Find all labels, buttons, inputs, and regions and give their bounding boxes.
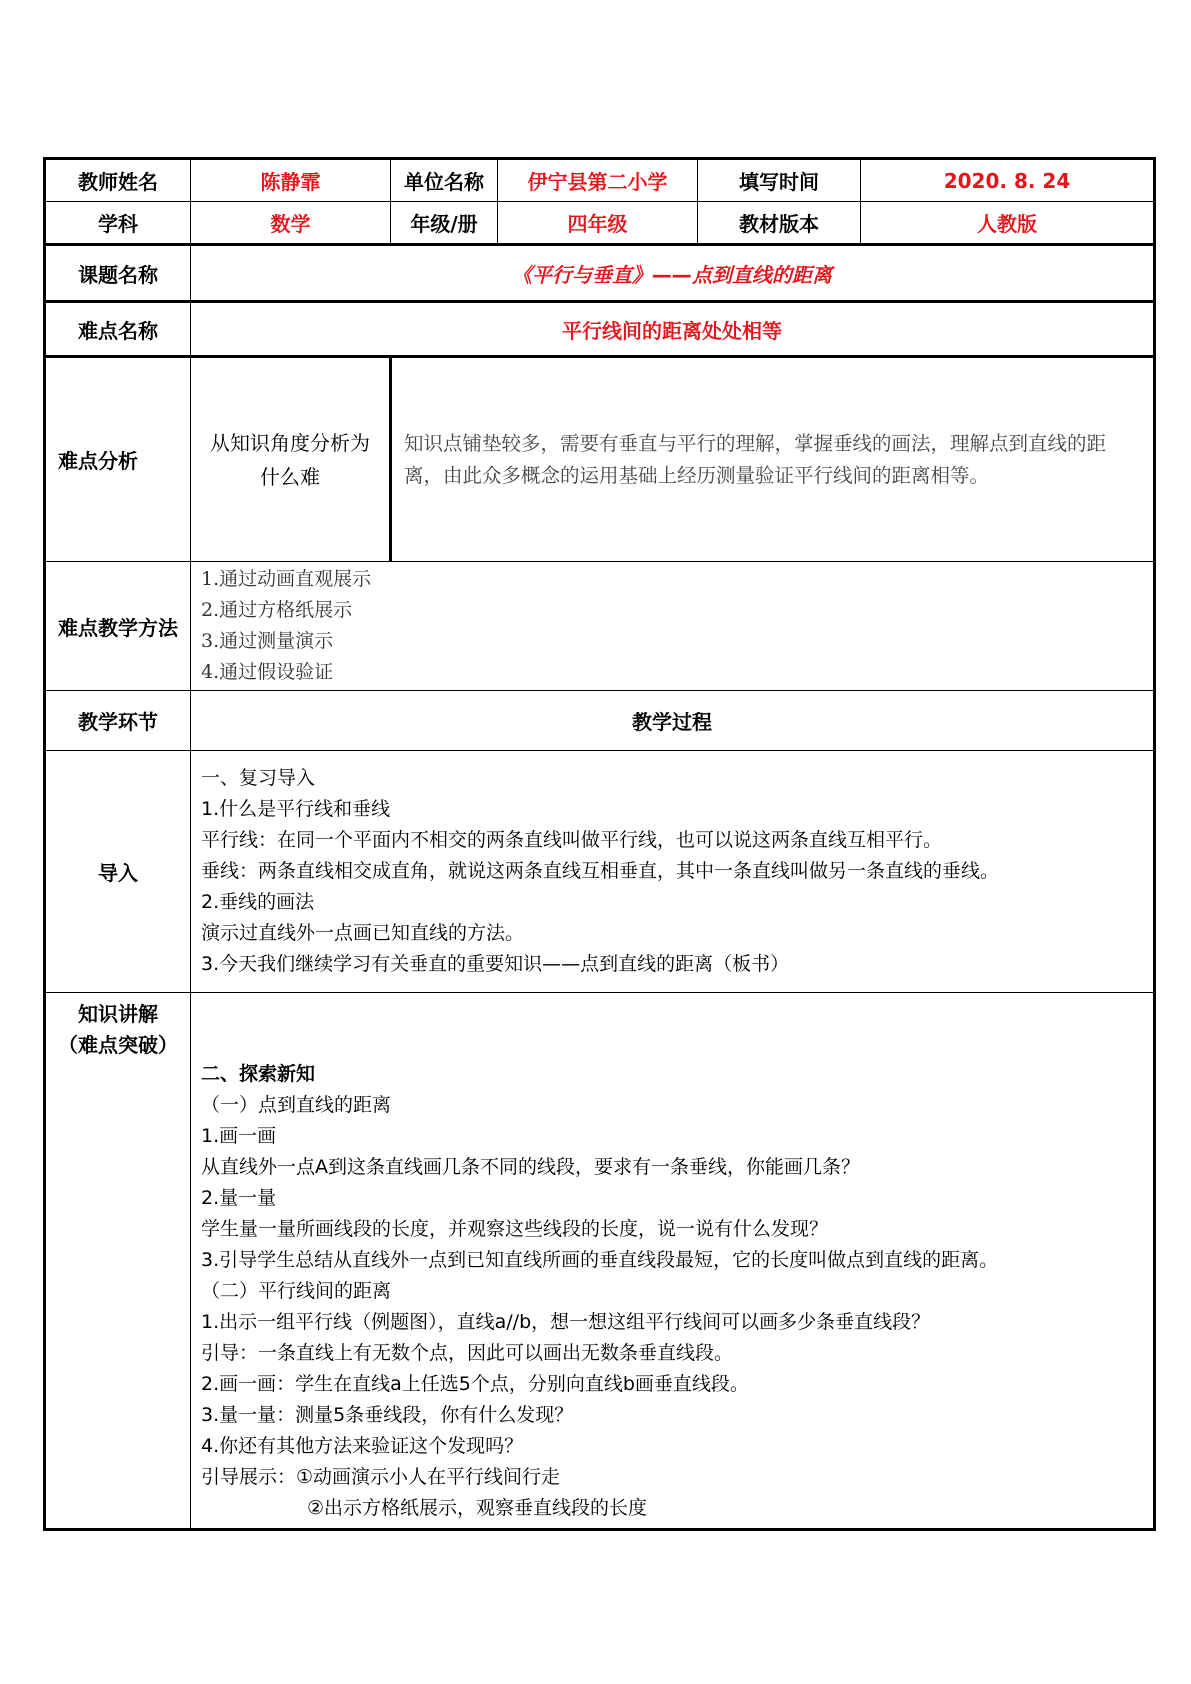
method-item: 4.通过假设验证 <box>201 661 334 683</box>
unit-name-label: 单位名称 <box>391 159 498 202</box>
methods-cell <box>191 562 1155 691</box>
unit-name-value: 伊宁县第二小学 <box>498 159 698 202</box>
explain-line: 4.你还有其他方法来验证这个发现吗？ <box>201 1435 524 1457</box>
intro-line: 2.垂线的画法 <box>201 891 315 913</box>
explain-line: 1.出示一组平行线（例题图），直线a//b，想一想这组平行线间可以画多少条垂直线段？ <box>201 1311 931 1333</box>
topic-value: 《平行与垂直》——点到直线的距离 <box>191 245 1155 302</box>
difficulty-row <box>45 302 1155 357</box>
explain-line: 1.画一画 <box>201 1125 277 1147</box>
intro-line: 一、复习导入 <box>201 767 316 789</box>
explain-line: （一）点到直线的距离 <box>201 1094 392 1116</box>
info-row-2 <box>45 202 1155 245</box>
subject-label: 学科 <box>45 202 191 245</box>
explain-label-line1: 知识讲解 <box>78 1002 158 1026</box>
intro-row <box>45 751 1155 993</box>
explain-line: 引导：一条直线上有无数个点，因此可以画出无数条垂直线段。 <box>201 1342 734 1364</box>
edition-value: 人教版 <box>861 202 1155 245</box>
explain-line: 引导展示：①动画演示小人在平行线间行走 <box>201 1466 561 1488</box>
analysis-text-cell <box>391 357 1155 562</box>
lesson-plan-sheet <box>43 157 1153 1531</box>
analysis-label: 难点分析 <box>45 357 191 562</box>
process-header-row <box>45 691 1155 751</box>
teaching-process-header: 教学过程 <box>191 691 1155 751</box>
grade-label: 年级/册 <box>391 202 498 245</box>
info-row-1 <box>45 159 1155 202</box>
analysis-row <box>45 357 1155 562</box>
explain-label <box>45 993 191 1530</box>
explain-line: 3.引导学生总结从直线外一点到已知直线所画的垂直线段最短，它的长度叫做点到直线的距离。 <box>201 1249 999 1271</box>
difficulty-label: 难点名称 <box>45 302 191 357</box>
teacher-name-label: 教师姓名 <box>45 159 191 202</box>
intro-line: 垂线：两条直线相交成直角，就说这两条直线互相垂直，其中一条直线叫做另一条直线的垂线。 <box>201 860 1000 882</box>
intro-line: 演示过直线外一点画已知直线的方法。 <box>201 922 525 944</box>
explain-line: 从直线外一点A到这条直线画几条不同的线段，要求有一条垂线，你能画几条？ <box>201 1156 860 1178</box>
intro-text <box>191 751 1153 984</box>
intro-line: 1.什么是平行线和垂线 <box>201 798 391 820</box>
method-item: 2.通过方格纸展示 <box>201 599 353 621</box>
intro-line: 3.今天我们继续学习有关垂直的重要知识——点到直线的距离（板书） <box>201 953 790 975</box>
analysis-sub-label: 从知识角度分析为什么难 <box>191 357 391 562</box>
explain-text <box>191 993 1153 1528</box>
edition-label: 教材版本 <box>698 202 861 245</box>
topic-label: 课题名称 <box>45 245 191 302</box>
explain-label-line2: （难点突破） <box>58 1033 178 1057</box>
explain-line: （二）平行线间的距离 <box>201 1280 392 1302</box>
subject-value: 数学 <box>191 202 391 245</box>
method-item: 1.通过动画直观展示 <box>201 568 372 590</box>
methods-row <box>45 562 1155 691</box>
lesson-plan-table <box>43 157 1156 1531</box>
explain-line: 学生量一量所画线段的长度，并观察这些线段的长度，说一说有什么发现？ <box>201 1218 829 1240</box>
fill-time-label: 填写时间 <box>698 159 861 202</box>
methods-label: 难点教学方法 <box>45 562 191 691</box>
grade-value: 四年级 <box>498 202 698 245</box>
explain-line: 二、探索新知 <box>201 1063 316 1085</box>
explain-cell <box>191 993 1155 1530</box>
teaching-stage-header: 教学环节 <box>45 691 191 751</box>
difficulty-value: 平行线间的距离处处相等 <box>191 302 1155 357</box>
fill-time-value: 2020. 8. 24 <box>861 159 1155 202</box>
explain-line: 2.画一画：学生在直线a上任选5个点，分别向直线b画垂直线段。 <box>201 1373 749 1395</box>
intro-line: 平行线：在同一个平面内不相交的两条直线叫做平行线，也可以说这两条直线互相平行。 <box>201 829 943 851</box>
explain-row <box>45 993 1155 1530</box>
intro-label: 导入 <box>45 751 191 993</box>
intro-cell <box>191 751 1155 993</box>
explain-line: ②出示方格纸展示，观察垂直线段的长度 <box>307 1497 648 1519</box>
teacher-name-value: 陈静霏 <box>191 159 391 202</box>
topic-row <box>45 245 1155 302</box>
explain-line: 2.量一量 <box>201 1187 277 1209</box>
analysis-text: 知识点铺垫较多，需要有垂直与平行的理解，掌握垂线的画法，理解点到直线的距离，由此众多概念的运用基础上经历测量验证平行线间的距离相等。 <box>404 431 1107 487</box>
methods-list <box>191 562 1153 690</box>
explain-line: 3.量一量：测量5条垂线段，你有什么发现？ <box>201 1404 574 1426</box>
method-item: 3.通过测量演示 <box>201 630 334 652</box>
